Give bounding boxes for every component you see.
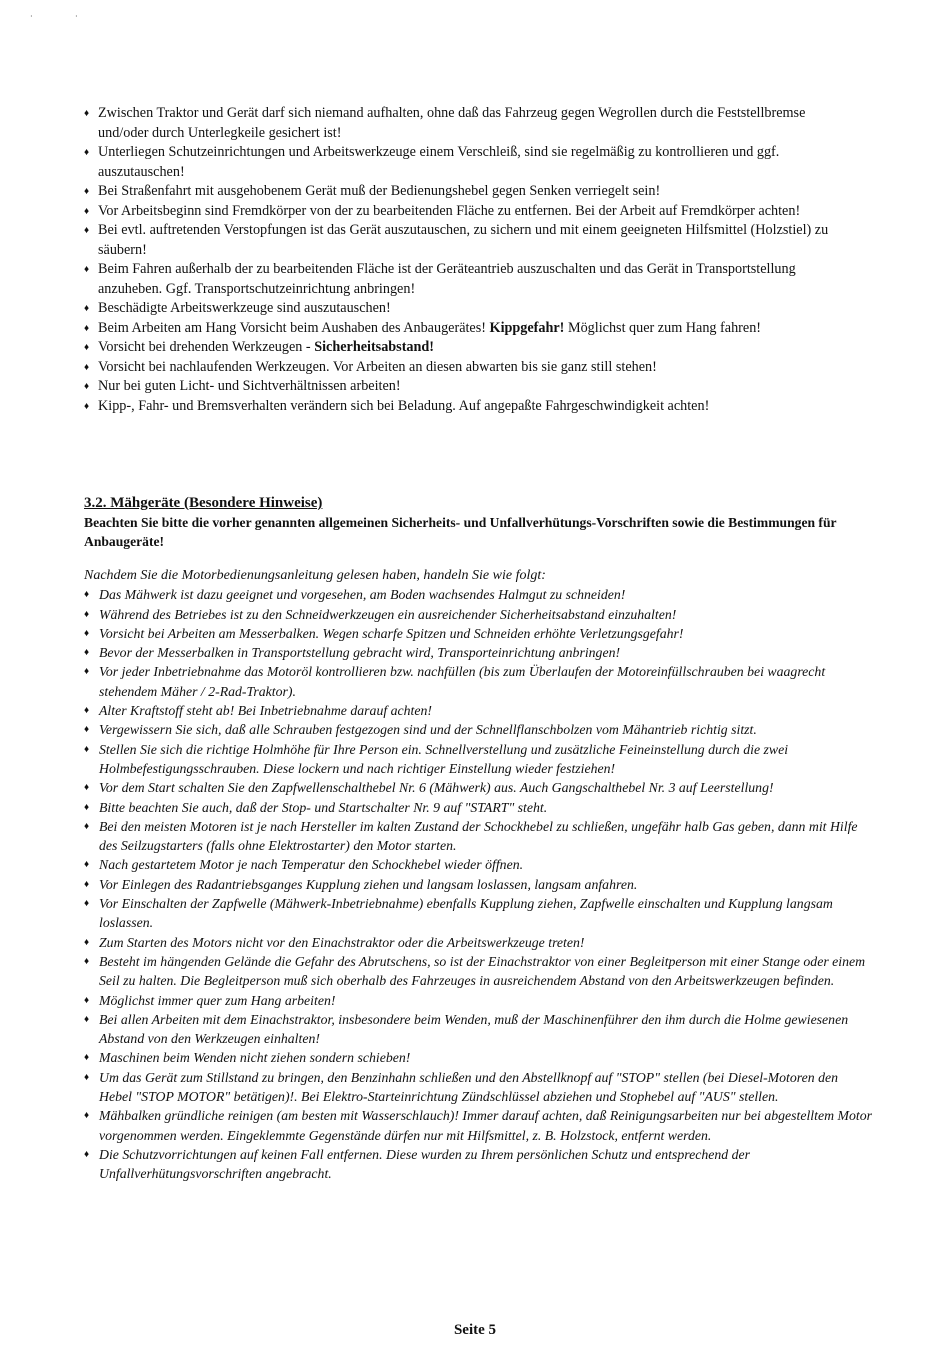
- diamond-bullet-icon: ♦: [84, 400, 90, 412]
- list-item: ♦ Zwischen Traktor und Gerät darf sich niemand aufhalten, ohne daß das Fahrzeug gegen Wegrollen durch die Feststellbremse und/oder durch Unterlegkeile gesichert ist!: [84, 105, 806, 141]
- list-item: ♦ Während des Betriebes ist zu den Schneidwerkzeugen ein ausreichender Sicherheitsabstand einzuhalten!: [84, 605, 874, 624]
- diamond-bullet-icon: ♦: [84, 627, 90, 639]
- diamond-bullet-icon: ♦: [84, 743, 90, 755]
- diamond-bullet-icon: ♦: [84, 147, 90, 158]
- list-item: ♦ Bevor der Messerbalken in Transportstellung gebracht wird, Transporteinrichtung anbringen!: [84, 643, 874, 662]
- list-item: ♦ Vor dem Start schalten Sie den Zapfwellenschalthebel Nr. 6 (Mähwerk) aus. Auch Gangschalthebel Nr. 3 auf Leerstellung!: [84, 778, 874, 797]
- scan-speck: ·: [75, 12, 78, 21]
- diamond-bullet-icon: ♦: [84, 225, 90, 236]
- scan-speck: ·: [30, 12, 33, 21]
- list-item: ♦ Vor Einschalten der Zapfwelle (Mähwerk-Inbetriebnahme) ebenfalls Kupplung ziehen, Zapfwelle einschalten und Kupplung langsam loslassen.: [84, 896, 833, 931]
- general-safety-list: [84, 104, 834, 416]
- list-item: ♦ Vorsicht bei Arbeiten am Messerbalken. Wegen scharfe Spitzen und Schneiden erhöhte Verletzungsgefahr!: [84, 624, 874, 643]
- list-item: ♦ Bei evtl. auftretenden Verstopfungen ist das Gerät auszutauschen, zu sichern und mit einem geeigneten Hilfsmittel (Holzstiel) zu säubern!: [84, 222, 829, 258]
- diamond-bullet-icon: ♦: [84, 322, 90, 334]
- diamond-bullet-icon: ♦: [84, 1013, 90, 1025]
- diamond-bullet-icon: ♦: [84, 361, 90, 373]
- list-item: ♦ Nach gestartetem Motor je nach Temperatur den Schockhebel wieder öffnen.: [84, 855, 874, 874]
- diamond-bullet-icon: ♦: [84, 724, 90, 736]
- list-item: ♦ Vergewissern Sie sich, daß alle Schrauben festgezogen sind und der Schnellflanschbolzen vom Mähantrieb richtig sitzt.: [84, 720, 874, 739]
- diamond-bullet-icon: ♦: [84, 820, 90, 832]
- list-item: ♦ Kipp-, Fahr- und Bremsverhalten verändern sich bei Beladung. Auf angepaßte Fahrgeschwindigkeit achten!: [84, 397, 834, 417]
- diamond-bullet-icon: ♦: [84, 898, 90, 910]
- list-item: ♦ Bitte beachten Sie auch, daß der Stop- und Startschalter Nr. 9 auf "START" steht.: [84, 798, 874, 817]
- list-item: ♦ Beim Fahren außerhalb der zu bearbeitenden Fläche ist der Geräteantrieb auszuschalten und das Gerät in Transportstellung anzuheben. Ggf. Transportschutzeinrichtung anbringen!: [84, 261, 796, 297]
- tip-hazard-label: Kippgefahr!: [489, 319, 565, 336]
- diamond-bullet-icon: ♦: [84, 1052, 90, 1064]
- list-item: ♦ Das Mähwerk ist dazu geeignet und vorgesehen, am Boden wachsendes Halmgut zu schneiden!: [84, 585, 874, 604]
- list-item: ♦ Vor Einlegen des Radantriebsganges Kupplung ziehen und langsam loslassen, langsam anfahren.: [84, 875, 874, 894]
- list-item: ♦ Alter Kraftstoff steht ab! Bei Inbetriebnahme darauf achten!: [84, 701, 874, 720]
- section-title: 3.2. Mähgeräte (Besondere Hinweise): [84, 495, 323, 511]
- list-item: ♦ Unterliegen Schutzeinrichtungen und Arbeitswerkzeuge einem Verschleiß, sind sie regelmäßig zu kontrollieren und ggf. auszutauschen!: [84, 144, 780, 180]
- diamond-bullet-icon: ♦: [84, 1071, 90, 1083]
- list-item: ♦ Beschädigte Arbeitswerkzeuge sind auszutauschen!: [84, 299, 834, 319]
- diamond-bullet-icon: ♦: [84, 303, 90, 314]
- diamond-bullet-icon: ♦: [84, 955, 90, 967]
- diamond-bullet-icon: ♦: [84, 381, 90, 392]
- section-intro: Nachdem Sie die Motorbedienungsanleitung gelesen haben, handeln Sie wie folgt:: [84, 568, 546, 583]
- diamond-bullet-icon: ♦: [84, 878, 90, 890]
- list-item: ♦ Stellen Sie sich die richtige Holmhöhe für Ihre Person ein. Schnellverstellung und zusätzliche Feineinstellung durch die zwei Holmbefestigungsschrauben. Diese lockern und nach richtiger Einstellung wieder festziehen!: [84, 741, 789, 776]
- list-item: ♦ Bei den meisten Motoren ist je nach Hersteller im kalten Zustand der Schockhebel zu schließen, ungefähr halb Gas geben, dann mit Hilfe des Seilzugstarters (falls ohne Elektrostarter) den Motor starten.: [84, 818, 858, 854]
- diamond-bullet-icon: ♦: [84, 205, 90, 217]
- list-item: ♦ Bei Straßenfahrt mit ausgehobenem Gerät muß der Bedienungshebel gegen Senken verriegelt sein!: [84, 182, 834, 202]
- diamond-bullet-icon: ♦: [84, 705, 90, 717]
- mower-section: [84, 494, 874, 1184]
- diamond-bullet-icon: ♦: [84, 647, 90, 659]
- diamond-bullet-icon: ♦: [84, 936, 90, 948]
- list-item: ♦ Vorsicht bei drehenden Werkzeugen - Sicherheitsabstand!: [84, 338, 834, 358]
- mower-instructions-list: [84, 585, 874, 1183]
- list-item: ♦ Maschinen beim Wenden nicht ziehen sondern schieben!: [84, 1048, 874, 1067]
- page-number: Seite 5: [453, 1322, 497, 1338]
- list-item: ♦ Um das Gerät zum Stillstand zu bringen, den Benzinhahn schließen und den Abstellknopf auf "STOP" stellen (bei Diesel-Motoren den Hebel "STOP MOTOR" betätigen)!. Bei Elektro-Starteinrichtung Zündschlüssel abziehen und Stophebel auf "AUS" stellen.: [84, 1069, 839, 1105]
- diamond-bullet-icon: ♦: [84, 589, 90, 601]
- diamond-bullet-icon: ♦: [84, 1110, 90, 1122]
- list-item: ♦ Besteht im hängenden Gelände die Gefahr des Abrutschens, so ist der Einachstraktor von einer Begleitperson mit einer Stange oder einem Seil zu halten. Die Begleitperson muß sich oberhalb des Fahrzeuges in ausreichendem Abstand von den Arbeitswerkzeugen befinden.: [84, 953, 866, 989]
- list-item: ♦ Vorsicht bei nachlaufenden Werkzeugen. Vor Arbeiten an diesen abwarten bis sie ganz still stehen!: [84, 358, 834, 378]
- diamond-bullet-icon: ♦: [84, 264, 90, 275]
- list-item: ♦ Beim Arbeiten am Hang Vorsicht beim Aushaben des Anbaugerätes! Kippgefahr! Möglichst quer zum Hang fahren!: [84, 319, 834, 339]
- list-item: ♦ Die Schutzvorrichtungen auf keinen Fall entfernen. Diese wurden zu Ihrem persönlichen Schutz und entsprechend der Unfallverhütungsvorschriften angebracht.: [84, 1146, 750, 1182]
- diamond-bullet-icon: ♦: [84, 608, 90, 620]
- list-item: ♦ Nur bei guten Licht- und Sichtverhältnissen arbeiten!: [84, 377, 834, 397]
- list-item: ♦ Vor Arbeitsbeginn sind Fremdkörper von der zu bearbeitenden Fläche zu entfernen. Bei der Arbeit auf Fremdkörper achten!: [84, 202, 834, 222]
- safety-distance-label: Sicherheitsabstand!: [314, 339, 435, 355]
- list-item: ♦ Bei allen Arbeiten mit dem Einachstraktor, insbesondere beim Wenden, muß der Maschinenführer den ihm durch die Holme gewiesenen Abstand von den Werkzeugen einhalten!: [84, 1011, 849, 1047]
- list-item: ♦ Mähbalken gründliche reinigen (am besten mit Wasserschlauch)! Immer darauf achten, daß Reinigungsarbeiten nur bei abgestelltem Motor vorgenommen werden. Eingeklemmte Gegenstände dürfen nur mit Hilfsmittel, z. B. Holzstock, entfernt werden.: [84, 1108, 873, 1143]
- diamond-bullet-icon: ♦: [84, 859, 90, 871]
- list-item: ♦ Möglichst immer quer zum Hang arbeiten!: [84, 991, 874, 1010]
- list-item: ♦ Vor jeder Inbetriebnahme das Motoröl kontrollieren bzw. nachfüllen (bis zum Überlaufen der Motoreinfüllschrauben bei waagrecht stehendem Mäher / 2-Rad-Traktor).: [84, 664, 826, 699]
- diamond-bullet-icon: ♦: [84, 782, 90, 794]
- list-item: ♦ Zum Starten des Motors nicht vor den Einachstraktor oder die Arbeitswerkzeuge treten!: [84, 933, 874, 952]
- diamond-bullet-icon: ♦: [84, 108, 90, 119]
- diamond-bullet-icon: ♦: [84, 186, 90, 197]
- diamond-bullet-icon: ♦: [84, 801, 90, 813]
- diamond-bullet-icon: ♦: [84, 342, 90, 353]
- diamond-bullet-icon: ♦: [84, 994, 90, 1006]
- diamond-bullet-icon: ♦: [84, 666, 90, 678]
- section-warning: Beachten Sie bitte die vorher genannten allgemeinen Sicherheits- und Unfallverhütungs-Vorschriften sowie die Bestimmungen für Anbaugeräte!: [84, 515, 837, 549]
- diamond-bullet-icon: ♦: [84, 1148, 90, 1160]
